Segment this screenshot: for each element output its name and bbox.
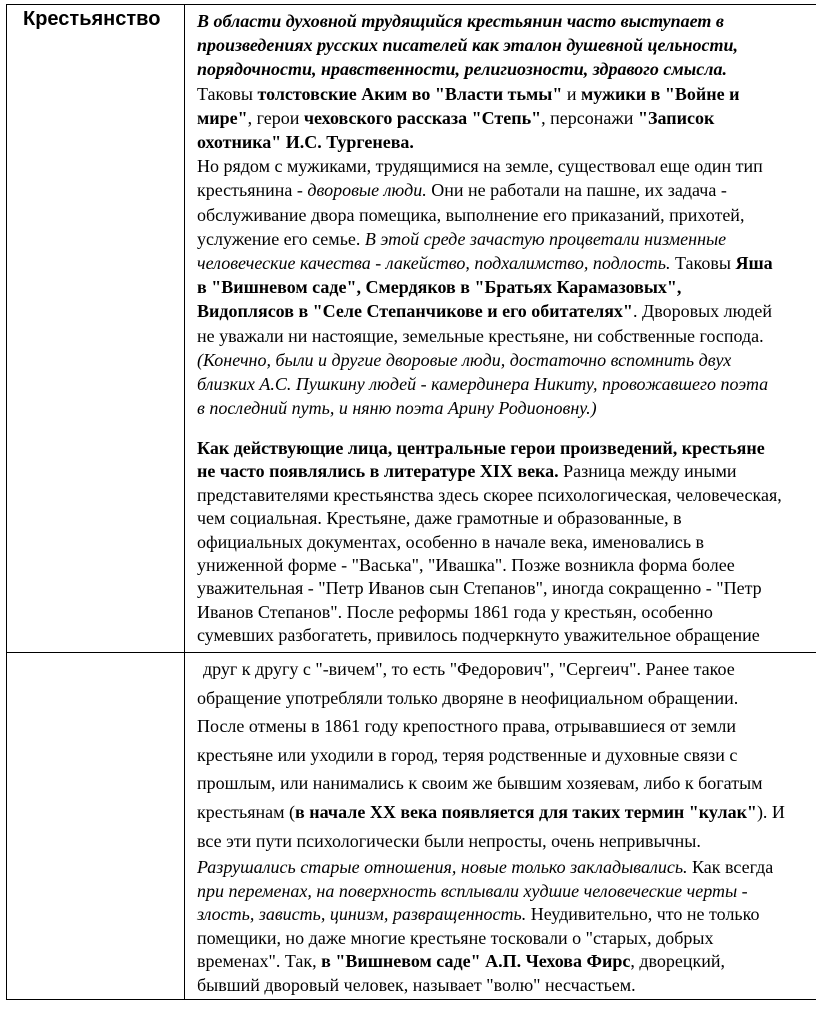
text-line: чем социальная. Крестьяне, даже грамотные и образованные, в — [197, 508, 682, 529]
paragraph-old-relations — [197, 856, 773, 997]
text-line: помещики, но даже многие крестьяне тосковали о "старых, добрых — [197, 927, 714, 948]
text-line: при переменах, на поверхность всплывали худшие человеческие черты - — [197, 880, 748, 901]
text-line: друг к другу с "-вичем", то есть "Федорович", "Сергеич". Ранее такое — [203, 659, 735, 679]
text-line: мире", герои чеховского рассказа "Степь", персонажи "Записок — [197, 107, 715, 128]
text-line: уважительная - "Петр Иванов сын Степанов", иногда сокращенно - "Петр — [197, 578, 762, 599]
text-line: обращение употребляли только дворяне в неофициальном обращении. — [197, 687, 739, 708]
paragraph-peasant-heroes — [197, 437, 782, 648]
text-line: В области духовной трудящийся крестьянин часто выступает в — [197, 11, 724, 31]
row2-label-cell — [6, 652, 184, 1000]
paragraph-after-reform — [197, 655, 785, 855]
text-line: прошлым, или нанимались к своим же бывшим хозяевам, либо к богатым — [197, 773, 763, 794]
text-line: не часто появлялись в литературе XIX века. Разница между иными — [197, 461, 737, 482]
text-line: в "Вишневом саде", Смердяков в "Братьях Карамазовых", — [197, 277, 682, 298]
text-line: близких А.С. Пушкину людей - камердинера Никиту, провожавшего поэта — [197, 374, 769, 395]
row1-label-cell — [6, 4, 184, 653]
text-line: услужение его семье. В этой среде зачастую процветали низменные — [197, 228, 727, 249]
row2-content-cell — [184, 652, 816, 1000]
text-line: Видоплясов в "Селе Степанчикове и его обитателях". Дворовых людей — [197, 301, 772, 322]
text-line: официальных документах, особенно в начале века, именовались в — [197, 531, 705, 552]
text-line: крестьяне или уходили в город, теряя родственные и духовные связи с — [197, 744, 738, 765]
text-line: крестьянина - дворовые люди. Они не работали на пашне, их задача - — [197, 180, 727, 201]
text-line: крестьянам (в начале XX века появляется для таких термин "кулак"). И — [197, 801, 785, 822]
text-line: в последний путь, и няню поэта Арину Родионовну.) — [197, 398, 597, 419]
paragraph-peasant-ideal — [197, 9, 773, 420]
text-line: Как действующие лица, центральные герои произведений, крестьяне — [197, 438, 765, 458]
text-line: Но рядом с мужиками, трудящимися на земле, существовал еще один тип — [197, 156, 763, 177]
text-line: злость, зависть, цинизм, развращенность. Неудивительно, что не только — [197, 904, 760, 924]
row1-content-cell — [184, 4, 816, 653]
text-line: временах". Так, в "Вишневом саде" А.П. Чехова Фирс, дворецкий, — [197, 951, 726, 971]
text-line: человеческие качества - лакейство, подхалимство, подлость. Таковы Яша — [197, 253, 773, 274]
text-line: После отмены в 1861 году крепостного права, отрывавшиеся от земли — [197, 716, 736, 737]
text-line: не уважали ни настоящие, земельные крестьяне, ни собственные господа. — [197, 325, 764, 346]
text-line: Иванов Степанов". После реформы 1861 года у крестьян, особенно — [197, 601, 713, 622]
text-line: Таковы толстовские Аким во "Власти тьмы" и мужики в "Войне и — [197, 83, 740, 104]
text-line: Разрушались старые отношения, новые только закладывались. Как всегда — [197, 857, 774, 877]
row-label: Крестьянство — [23, 8, 161, 30]
text-line: бывший дворовый человек, называет "волю" несчастьем. — [197, 974, 636, 995]
text-line: порядочности, нравственности, религиозности, здравого смысла. — [197, 59, 727, 80]
text-line: обслуживание двора помещика, выполнение его приказаний, прихотей, — [197, 204, 745, 225]
text-line: сумевших разбогатеть, привилось подчеркнуто уважительное обращение — [197, 625, 760, 646]
text-line: униженной форме - "Васька", "Ивашка". Позже возникла форма более — [197, 555, 735, 576]
text-line: представителями крестьянства здесь скорее психологическая, человеческая, — [197, 484, 782, 505]
text-line: произведениях русских писателей как эталон душевной цельности, — [197, 35, 739, 56]
text-line: охотника" И.С. Тургенева. — [197, 132, 414, 153]
text-line: все эти пути психологически были непросты, очень непривычны. — [197, 830, 701, 851]
text-line: (Конечно, были и другие дворовые люди, достаточно вспомнить двух — [197, 349, 732, 370]
